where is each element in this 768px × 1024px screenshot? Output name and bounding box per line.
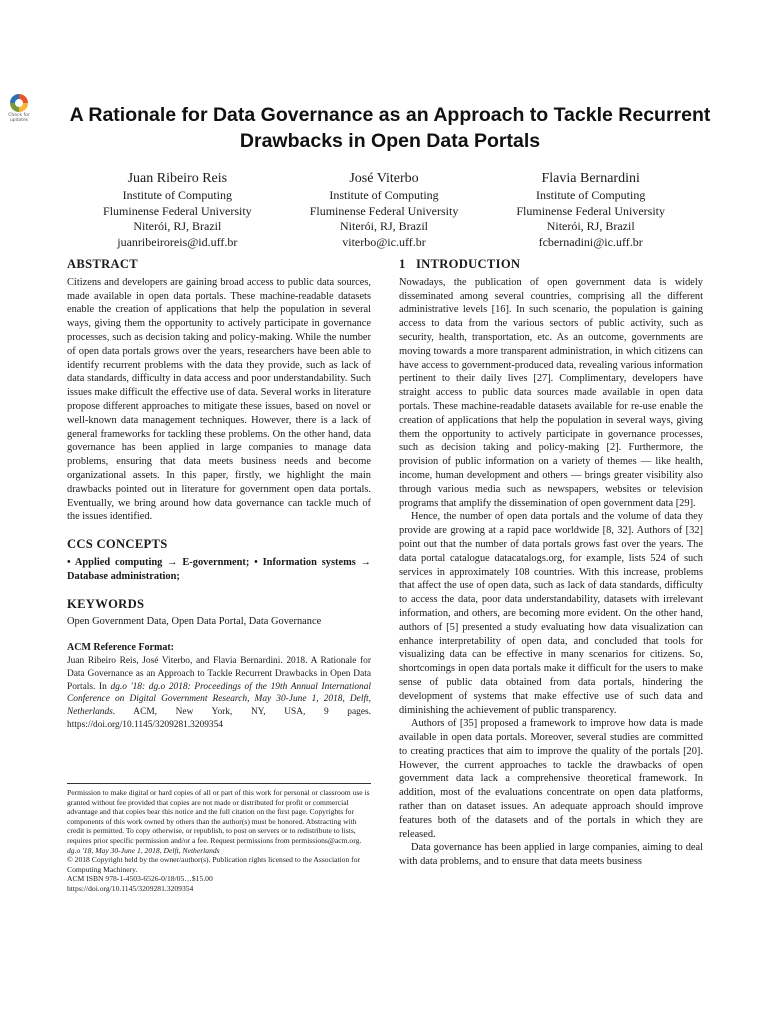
author-institute: Institute of Computing [122,188,232,202]
author-name: José Viterbo [349,171,419,186]
reference-part1: Juan Ribeiro Reis, José Viterbo, and Flavia Bernardini. 2018. A Rationale for Data Governance as an Approach to Tackle Recurrent Drawbacks in Open Data Portals. In [67,655,371,692]
paper-title: A Rationale for Data Governance as an Approach to Tackle Recurrent Drawbacks in Open Data Portals [69,104,711,152]
reference-venue: dg.o '18: dg.o 2018: Proceedings of the 19th Annual International Conference on Digital Government Research, May 30-June 1, 2018, Delft, Netherlands. [67,681,371,718]
keywords-text: Open Government Data, Open Data Portal, Data Governance [67,616,322,628]
author-name: Flavia Bernardini [541,171,640,186]
crossmark-icon [10,94,28,112]
author-email: juanribeiroreis@id.uff.br [117,234,238,249]
intro-paragraph-2: Hence, the number of open data portals and the volume of data they provide are growing at a rapid pace worldwide [8, 32]. Authors of [32] point out that the number of data portals grows fast over the years. The data portal catalogue datacatalogs.org, for example, lists 524 of such services in approximately 108 countries. With this increase, problems that affect the use of open data, such as lack of data standards, difficulty to access the data, poor data understandability, datasets with irrelevant information, and others, are becoming more evident. On the other hand, authors of [5] presented a study evaluating how data visualization can enhance interpretability of open data, and concluded that tools for visualizing data can be effective in many scenarios for citizens. So, shortcomings in open data portals make it difficult for the users to make sense of public data obtained from data portals, hindering the development of systems that make effective use of such data and diminishing the achievement of public transparency. [399,511,703,716]
author-email: viterbo@ic.uff.br [342,234,426,249]
author-3 [487,170,694,250]
author-name: Juan Ribeiro Reis [127,171,228,186]
reference-part2: ACM, New York, NY, USA, 9 pages. https://doi.org/10.1145/3209281.3209354 [67,707,371,730]
abstract-text: Citizens and developers are gaining broad access to public data sources, made available in open data portals. These machine-readable datasets enable the creation of applications that help the population in several ways, giving them the opportunity to actively participate in governance processes, such as decision taking and policy-making. While the number of open data portals grows over the years, researchers have been able to identify recurrent problems with the data they provide, such as lack of data standards, difficulty in data access and poor understandability. Such issues make difficult the effective use of data. Several works in literature propose different approaches to mitigate these issues, based on novel or well-known data management techniques. However, there is a lack of general frameworks for tackling these problems. On the other hand, data governance has been applied in large companies to manage data problems, ensuring that data meets business needs and become organizational assets. In this paper, firstly, we highlight the main drawbacks pointed out in literature for government open data portals. Eventually, we bring around how data governance can tackle much of the issues identified. [67,276,371,523]
right-column [399,258,703,869]
intro-paragraph-4: Data governance has been applied in large companies, aiming to deal with data problems, and to ensure that data meets business [399,842,703,868]
author-university: Fluminense Federal University [309,203,459,218]
author-2 [281,170,488,250]
author-institute: Institute of Computing [536,188,646,202]
conference-line: dg.o '18, May 30-June 1, 2018, Delft, Netherlands [67,845,220,855]
intro-paragraph-1: Nowadays, the publication of open government data is widely disseminated among several countries, comprising all the different administrative levels [16]. In such scenario, the population is gaining access to data from the various sectors of public activity, such as security, health, transportation, etc. As an outcome, governments are moving towards a more transparent administration, in which citizens can have access to government-produced data, revealing various information pertinent to their daily lives [27]. Complimentary, developers have straight access to public data sources made available in open data portals. These machine-readable datasets available for re-use enable the creation of applications that help the population in several ways, giving them the opportunity to actively participate in governance processes, such as decision taking and policy-making [2]. Furthermore, the provision of public information on a variety of themes — like health, income, human development and others — brings greater visibility also through various media such as newspapers, websites or television programs that amplify the dissemination of open government data [29]. [399,276,703,509]
reference-format-heading: ACM Reference Format: [67,642,174,654]
permission-text: Permission to make digital or hard copies of all or part of this work for personal or classroom use is granted without fee provided that copies are not made or distributed for profit or commercial advantage and that copies bear this notice and the full citation on the first page. Copyrights for components of this work owned by others than the author(s) must be honored. Abstracting with credit is permitted. To copy otherwise, or republish, to post on servers or to redistribute to lists, requires prior specific permission and/or a fee. Request permissions from permissions@acm.org. [67,788,370,845]
author-email: fcbernadini@ic.uff.br [538,234,643,249]
intro-heading: 1 INTRODUCTION [399,257,521,271]
permission-footnote [67,783,371,894]
author-location: Niterói, RJ, Brazil [340,219,428,233]
author-location: Niterói, RJ, Brazil [546,219,635,233]
abstract-heading: ABSTRACT [67,257,138,271]
copyright-line: © 2018 Copyright held by the owner/author(s). Publication rights licensed to the Association for Computing Machinery. [67,855,361,874]
badge-text: Check for updates [8,113,30,123]
author-location: Niterói, RJ, Brazil [133,219,222,233]
check-for-updates-badge[interactable] [3,93,35,127]
isbn-line: ACM ISBN 978-1-4503-6526-0/18/05…$15.00 [67,874,213,884]
keywords-heading: KEYWORDS [67,596,145,611]
author-1 [74,170,281,250]
ccs-heading: CCS CONCEPTS [67,537,168,552]
intro-paragraph-3: Authors of [35] proposed a framework to improve how data is made available in open data portals. Moreover, several studies are committed to creating practices that aim to improve the quality of the portals [20]. However, the current approaches to tackle the drawbacks of open government data lack a comprehensive theoretical framework. In addition, most of the evaluations concentrate on open data platforms, rather than on dataset issues. An adequate approach should improve features both of the datasets and of the portals in which they are released. [399,718,703,840]
author-block [74,170,694,250]
doi-link[interactable]: https://doi.org/10.1145/3209281.3209354 [67,883,194,893]
left-column [67,258,371,732]
ccs-text: • Applied computing → E-government; • Information systems → Database administration; [67,556,371,582]
reference-format-text [67,655,371,732]
author-university: Fluminense Federal University [103,203,252,218]
author-institute: Institute of Computing [329,188,439,202]
author-university: Fluminense Federal University [516,203,665,218]
